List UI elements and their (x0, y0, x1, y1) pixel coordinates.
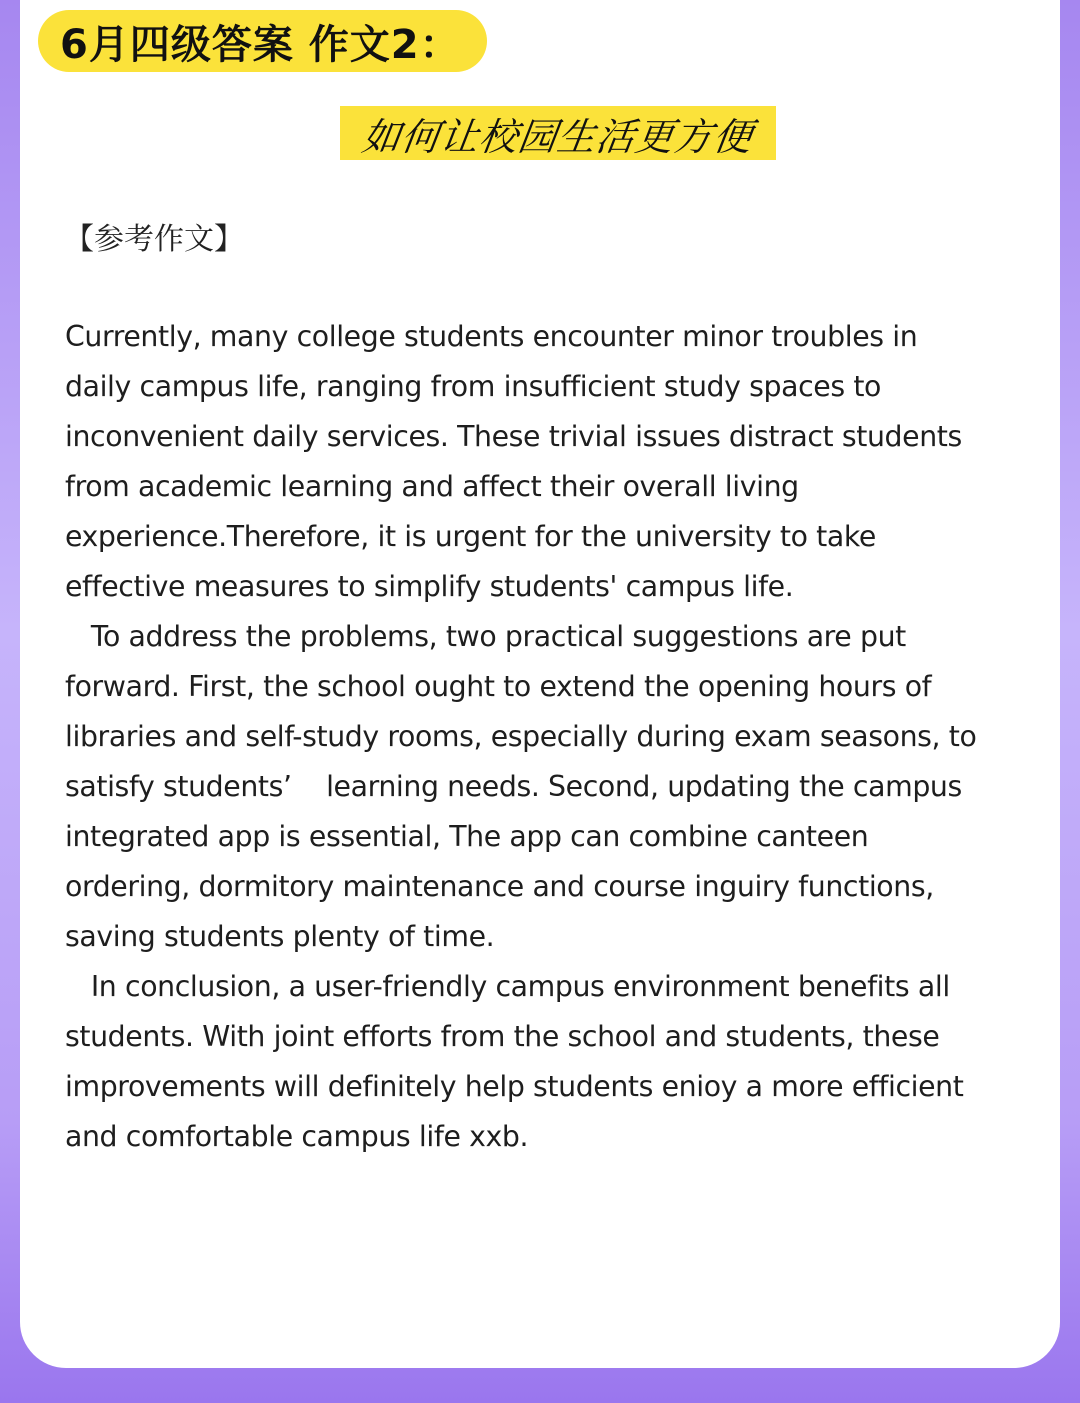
essay-line: forward. First, the school ought to extend the opening hours of (65, 670, 932, 703)
essay-line: inconvenient daily services. These trivial issues distract students (65, 420, 962, 453)
subtitle-banner (340, 106, 776, 160)
essay-line: from academic learning and affect their overall living (65, 470, 799, 503)
essay-line: libraries and self-study rooms, especially during exam seasons, to (65, 720, 977, 753)
essay-line: improvements will definitely help students enioy a more efficient (65, 1070, 964, 1103)
essay-body (65, 312, 1045, 1162)
essay-line: To address the problems, two practical suggestions are put (65, 620, 906, 653)
essay-line: saving students plenty of time. (65, 920, 495, 953)
section-label: 【参考作文】 (64, 222, 244, 257)
essay-line: daily campus life, ranging from insufficient study spaces to (65, 370, 882, 403)
page-subtitle: 如何让校园生活更方便 (359, 114, 756, 159)
essay-line: In conclusion, a user-friendly campus environment benefits all (65, 970, 950, 1003)
essay-line: satisfy students’ learning needs. Second, updating the campus (65, 770, 962, 803)
title-banner (38, 10, 487, 72)
essay-line: ordering, dormitory maintenance and course inguiry functions, (65, 870, 934, 903)
essay-line: experience.Therefore, it is urgent for the university to take (65, 520, 876, 553)
essay-line: and comfortable campus life xxb. (65, 1120, 529, 1153)
essay-line: integrated app is essential, The app can combine canteen (65, 820, 869, 853)
essay-line: students. With joint efforts from the school and students, these (65, 1020, 940, 1053)
essay-line: Currently, many college students encounter minor troubles in (65, 320, 918, 353)
essay-line: effective measures to simplify students' campus life. (65, 570, 794, 603)
page-title: 6月四级答案 作文2： (60, 21, 461, 68)
